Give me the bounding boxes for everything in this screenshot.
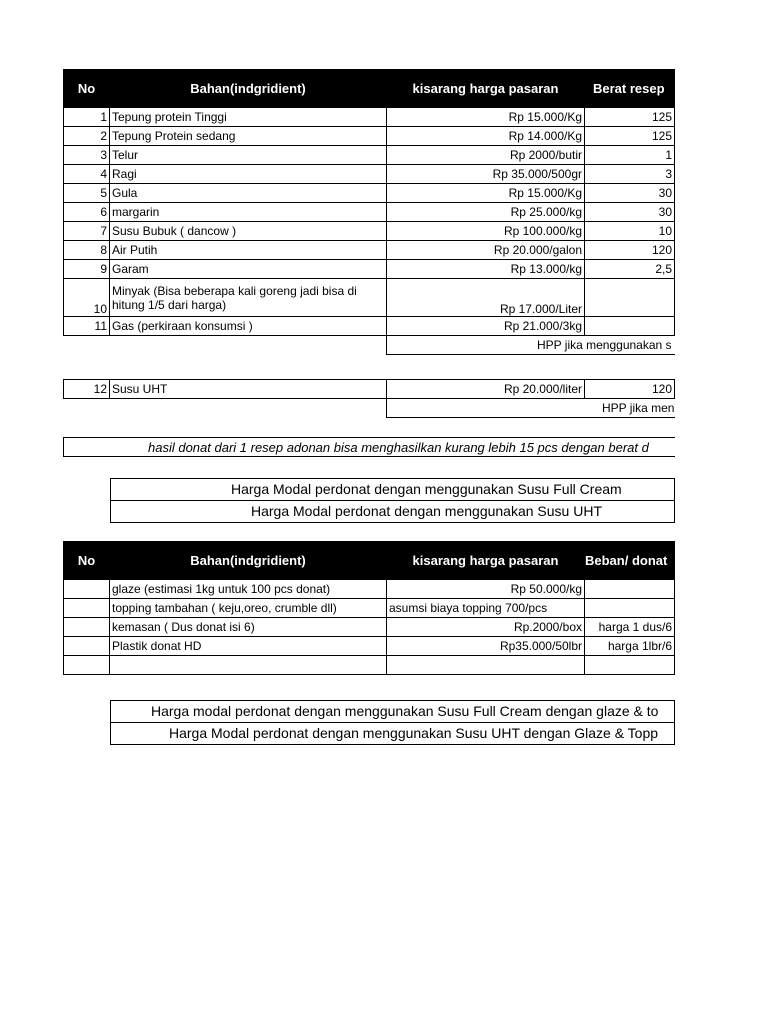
- cell-bahan: [110, 656, 387, 675]
- cell-no: [64, 656, 110, 675]
- cell-berat: 30: [585, 203, 675, 222]
- cell-no: 2: [64, 127, 110, 146]
- cell-harga: Rp 15.000/Kg: [387, 108, 585, 127]
- cell-harga: Rp 25.000/kg: [387, 203, 585, 222]
- cell-no: [64, 637, 110, 656]
- yield-note: hasil donat dari 1 resep adonan bisa menghasilkan kurang lebih 15 pcs dengan berat d: [63, 437, 675, 457]
- cell-harga: Rp 50.000/kg: [387, 580, 585, 599]
- cell-berat: 10: [585, 222, 675, 241]
- cell-harga: Rp 35.000/500gr: [387, 165, 585, 184]
- cell-harga: [387, 656, 585, 675]
- cell-beban: [585, 580, 675, 599]
- header-beban: Beban/ donat: [585, 542, 676, 580]
- summary-full-cream: Harga Modal perdonat dengan menggunakan Susu Full Cream: [111, 479, 675, 501]
- summary-box-2: [110, 700, 675, 745]
- hpp-label: HPP jika men: [387, 399, 676, 418]
- cell-no: 9: [64, 260, 110, 279]
- cell-no: [64, 618, 110, 637]
- cell-berat: 1: [585, 146, 675, 165]
- cell-bahan: glaze (estimasi 1kg untuk 100 pcs donat): [110, 580, 387, 599]
- cell-harga: Rp 21.000/3kg: [387, 317, 585, 336]
- cell-beban: harga 1lbr/6: [585, 637, 675, 656]
- cell-harga: Rp 17.000/Liter: [387, 279, 585, 317]
- uht-table: [63, 379, 675, 418]
- cell-harga: Rp 20.000/galon: [387, 241, 585, 260]
- header-harga: kisarang harga pasaran: [387, 70, 585, 108]
- header-berat: Berat resep: [585, 70, 676, 108]
- table-row: [64, 637, 676, 656]
- cell-beban: harga 1 dus/6: [585, 618, 675, 637]
- cell-no: 8: [64, 241, 110, 260]
- table-row: [64, 222, 676, 241]
- table-row: [64, 165, 676, 184]
- cell-berat: [585, 279, 675, 317]
- table-row: [64, 108, 676, 127]
- header-bahan: Bahan(indgridient): [110, 542, 387, 580]
- cell-harga: Rp 13.000/kg: [387, 260, 585, 279]
- summary-uht-glaze: Harga Modal perdonat dengan menggunakan Susu UHT dengan Glaze & Topp: [111, 723, 675, 745]
- cell-harga: Rp 100.000/kg: [387, 222, 585, 241]
- cell-harga: asumsi biaya topping 700/pcs: [387, 599, 585, 618]
- cell-berat: 3: [585, 165, 675, 184]
- table-row: [64, 127, 676, 146]
- table-row: [64, 599, 676, 618]
- cell-no: 6: [64, 203, 110, 222]
- summary-box-1: [110, 478, 675, 523]
- cell-berat: 125: [585, 127, 675, 146]
- table-row: [64, 279, 676, 317]
- cell-bahan: Ragi: [110, 165, 387, 184]
- summary-full-cream-glaze: Harga modal perdonat dengan menggunakan Susu Full Cream dengan glaze & to: [111, 701, 675, 723]
- summary-uht: Harga Modal perdonat dengan menggunakan Susu UHT: [111, 501, 675, 523]
- cell-bahan: Gas (perkiraan konsumsi ): [110, 317, 387, 336]
- cell-no: [64, 599, 110, 618]
- table-header: [64, 70, 676, 108]
- cell-berat: 30: [585, 184, 675, 203]
- cell-berat: [585, 317, 675, 336]
- cell-no: 4: [64, 165, 110, 184]
- cell-bahan: Air Putih: [110, 241, 387, 260]
- cell-no: [64, 580, 110, 599]
- extras-table: [63, 541, 675, 675]
- cell-bahan: Minyak (Bisa beberapa kali goreng jadi bisa di hitung 1/5 dari harga): [110, 279, 387, 317]
- cell-no: 3: [64, 146, 110, 165]
- cell-berat: 120: [585, 241, 675, 260]
- cell-harga: Rp 14.000/Kg: [387, 127, 585, 146]
- table-row: [64, 656, 676, 675]
- cell-bahan: Gula: [110, 184, 387, 203]
- table-row: [64, 580, 676, 599]
- cell-berat: 2,5: [585, 260, 675, 279]
- cell-no: 10: [64, 279, 110, 317]
- ingredients-table: [63, 69, 675, 355]
- cell-no: 5: [64, 184, 110, 203]
- table-row: [64, 184, 676, 203]
- table-row: [64, 203, 676, 222]
- table-row: [64, 146, 676, 165]
- cell-bahan: Telur: [110, 146, 387, 165]
- cell-no: 11: [64, 317, 110, 336]
- cell-bahan: Garam: [110, 260, 387, 279]
- cell-bahan: Plastik donat HD: [110, 637, 387, 656]
- cell-no: 7: [64, 222, 110, 241]
- cell-harga: Rp 15.000/Kg: [387, 184, 585, 203]
- cell-bahan: topping tambahan ( keju,oreo, crumble dll): [110, 599, 387, 618]
- cell-beban: [585, 656, 675, 675]
- cell-bahan: Tepung Protein sedang: [110, 127, 387, 146]
- cell-bahan: Susu Bubuk ( dancow ): [110, 222, 387, 241]
- hpp-row: [64, 399, 676, 418]
- table-row: [64, 241, 676, 260]
- cell-harga: Rp 2000/butir: [387, 146, 585, 165]
- cell-harga: Rp.2000/box: [387, 618, 585, 637]
- table-header: [64, 542, 676, 580]
- header-no: No: [64, 542, 110, 580]
- header-bahan: Bahan(indgridient): [110, 70, 387, 108]
- cell-no: 1: [64, 108, 110, 127]
- table-row: [64, 618, 676, 637]
- cell-bahan: kemasan ( Dus donat isi 6): [110, 618, 387, 637]
- cell-harga: Rp35.000/50lbr: [387, 637, 585, 656]
- cell-berat: 125: [585, 108, 675, 127]
- hpp-row: [64, 336, 676, 355]
- hpp-label: HPP jika menggunakan s: [387, 336, 676, 355]
- table-row: 12 Susu UHT Rp 20.000/liter 120: [64, 380, 676, 399]
- table-row: [64, 317, 676, 336]
- header-harga: kisarang harga pasaran: [387, 542, 585, 580]
- header-no: No: [64, 70, 110, 108]
- table-row: [64, 260, 676, 279]
- cell-bahan: margarin: [110, 203, 387, 222]
- cell-beban: [585, 599, 675, 618]
- cell-bahan: Tepung protein Tinggi: [110, 108, 387, 127]
